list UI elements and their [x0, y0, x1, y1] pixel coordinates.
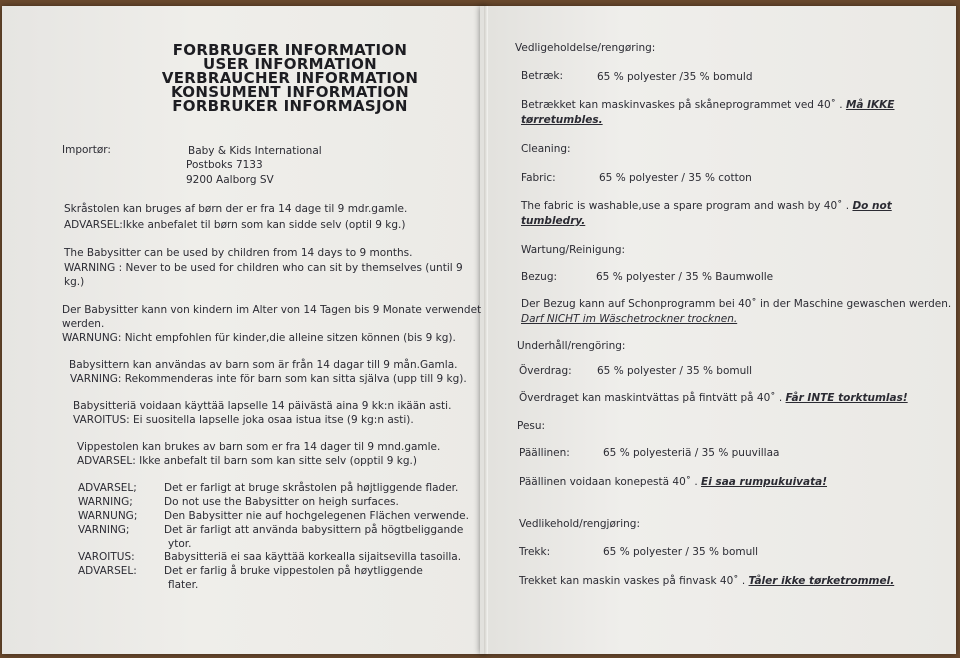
title-da: FORBRUGER INFORMATION: [172, 41, 408, 59]
sv-usage: Babysittern kan användas av barn som är från 14 dagar till 9 mån.Gamla.: [69, 359, 458, 371]
fi-dry-warning: Ei saa rumpukuivata!: [701, 476, 828, 488]
sv-wash: Överdraget kan maskintvättas på fintvätt på 40˚ . Får INTE torktumlas!: [519, 392, 908, 404]
warning-label: WARNING;: [78, 496, 133, 508]
en-warning: WARNING : Never to be used for children who can sit by themselves (until 9: [64, 262, 463, 274]
title-sv: KONSUMENT INFORMATION: [171, 83, 409, 101]
warning-text: Babysitteriä ei saa käyttää korkealla sijaitsevilla tasoilla.: [164, 551, 462, 563]
no-fabric-label: Trekk:: [519, 546, 551, 558]
en-warning-cont: kg.): [64, 276, 85, 288]
importer-city: 9200 Aalborg SV: [186, 174, 274, 186]
da-dry-warning: Må IKKE: [845, 99, 895, 111]
warning-label: ADVARSEL:: [78, 565, 137, 577]
en-dry-warning: Do not: [852, 200, 892, 212]
warning-text: Det er farligt at bruge skråstolen på højtliggende flader.: [164, 482, 459, 494]
da-wash: Betrækket kan maskinvaskes på skåneprogrammet ved 40˚ . Må IKKE: [521, 99, 895, 111]
da-warning: ADVARSEL:Ikke anbefalet til børn som kan sidde selv (optil 9 kg.): [64, 219, 406, 231]
title-en: USER INFORMATION: [203, 55, 377, 73]
no-warning: ADVARSEL: Ikke anbefalt til barn som kan sitte selv (opptil 9 kg.): [77, 455, 417, 467]
da-care-heading: Vedligeholdelse/rengøring:: [515, 42, 656, 54]
warning-text: Do not use the Babysitter on heigh surfaces.: [164, 496, 399, 508]
de-warning: WARNUNG: Nicht empfohlen für kinder,die alleine sitzen können (bis 9 kg).: [62, 332, 456, 344]
de-fabric: 65 % polyester / 35 % Baumwolle: [596, 271, 774, 283]
fi-fabric: 65 % polyesteriä / 35 % puuvillaa: [603, 447, 780, 459]
en-usage: The Babysitter can be used by children from 14 days to 9 months.: [64, 247, 413, 259]
fi-wash: Päällinen voidaan konepestä 40˚ . Ei saa rumpukuivata!: [519, 476, 828, 488]
warning-label: VARNING;: [78, 524, 130, 536]
fi-fabric-label: Päällinen:: [519, 447, 570, 459]
da-fabric: 65 % polyester /35 % bomuld: [597, 71, 753, 83]
importer-address: Postboks 7133: [186, 159, 263, 171]
title-de: VERBRAUCHER INFORMATION: [161, 69, 419, 87]
da-fabric-label: Betræk:: [521, 70, 564, 82]
de-fabric-label: Bezug:: [521, 271, 558, 283]
title-no: FORBRUKER INFORMASJON: [172, 97, 408, 115]
warning-text: Det är farligt att använda babysittern på högtbeliggande: [164, 524, 464, 536]
warning-text: Den Babysitter nie auf hochgelegenen Flächen verwende.: [164, 510, 469, 522]
sv-fabric-label: Överdrag:: [519, 365, 572, 377]
no-dry-warning: Tåler ikke tørketrommel.: [748, 575, 895, 587]
sv-warning: VARNING: Rekommenderas inte för barn som kan sitta själva (upp till 9 kg).: [70, 373, 467, 385]
warning-text: ytor.: [168, 538, 192, 550]
en-fabric-label: Fabric:: [521, 172, 556, 184]
de-care-heading: Wartung/Reinigung:: [521, 244, 626, 256]
no-fabric: 65 % polyester / 35 % bomull: [603, 546, 759, 558]
en-dry-warning-cont: tumbledry.: [521, 215, 586, 227]
en-care-heading: Cleaning:: [521, 143, 571, 155]
fi-warning: VAROITUS: Ei suositella lapselle joka osaa istua itse (9 kg:n asti).: [73, 414, 414, 426]
sv-care-heading: Underhåll/rengöring:: [517, 340, 626, 352]
da-usage: Skråstolen kan bruges af børn der er fra 14 dage til 9 mdr.gamle.: [64, 203, 408, 215]
page-fold: [484, 6, 488, 654]
importer-label: Importør:: [62, 144, 111, 156]
en-wash: The fabric is washable,use a spare program and wash by 40˚ . Do not: [521, 200, 892, 212]
en-fabric: 65 % polyester / 35 % cotton: [599, 172, 752, 184]
warning-text: Det er farlig å bruke vippestolen på høytliggende: [164, 565, 423, 577]
de-wash: Der Bezug kann auf Schonprogramm bei 40˚ in der Maschine gewaschen werden.: [521, 298, 952, 310]
fi-care-heading: Pesu:: [517, 420, 546, 432]
warning-text: flater.: [168, 579, 199, 591]
warning-label: VAROITUS:: [78, 551, 135, 563]
no-wash: Trekket kan maskin vaskes på finvask 40˚ . Tåler ikke tørketrommel.: [519, 575, 895, 587]
no-usage: Vippestolen kan brukes av barn som er fra 14 dager til 9 mnd.gamle.: [77, 441, 441, 453]
da-dry-warning-cont: tørretumbles.: [521, 114, 603, 126]
sv-fabric: 65 % polyester / 35 % bomull: [597, 365, 753, 377]
de-dry-warning: Darf NICHT im Wäschetrockner trocknen.: [521, 313, 738, 325]
warning-label: ADVARSEL;: [78, 482, 137, 494]
de-usage: Der Babysitter kann von kindern im Alter von 14 Tagen bis 9 Monate verwendet: [62, 304, 482, 316]
de-usage-cont: werden.: [62, 318, 105, 330]
sv-dry-warning: Får INTE torktumlas!: [785, 392, 908, 404]
no-care-heading: Vedlikehold/rengjøring:: [519, 518, 640, 530]
fi-usage: Babysitteriä voidaan käyttää lapselle 14 päivästä aina 9 kk:n ikään asti.: [73, 400, 452, 412]
importer-name: Baby & Kids International: [188, 145, 322, 157]
warning-label: WARNUNG;: [78, 510, 138, 522]
